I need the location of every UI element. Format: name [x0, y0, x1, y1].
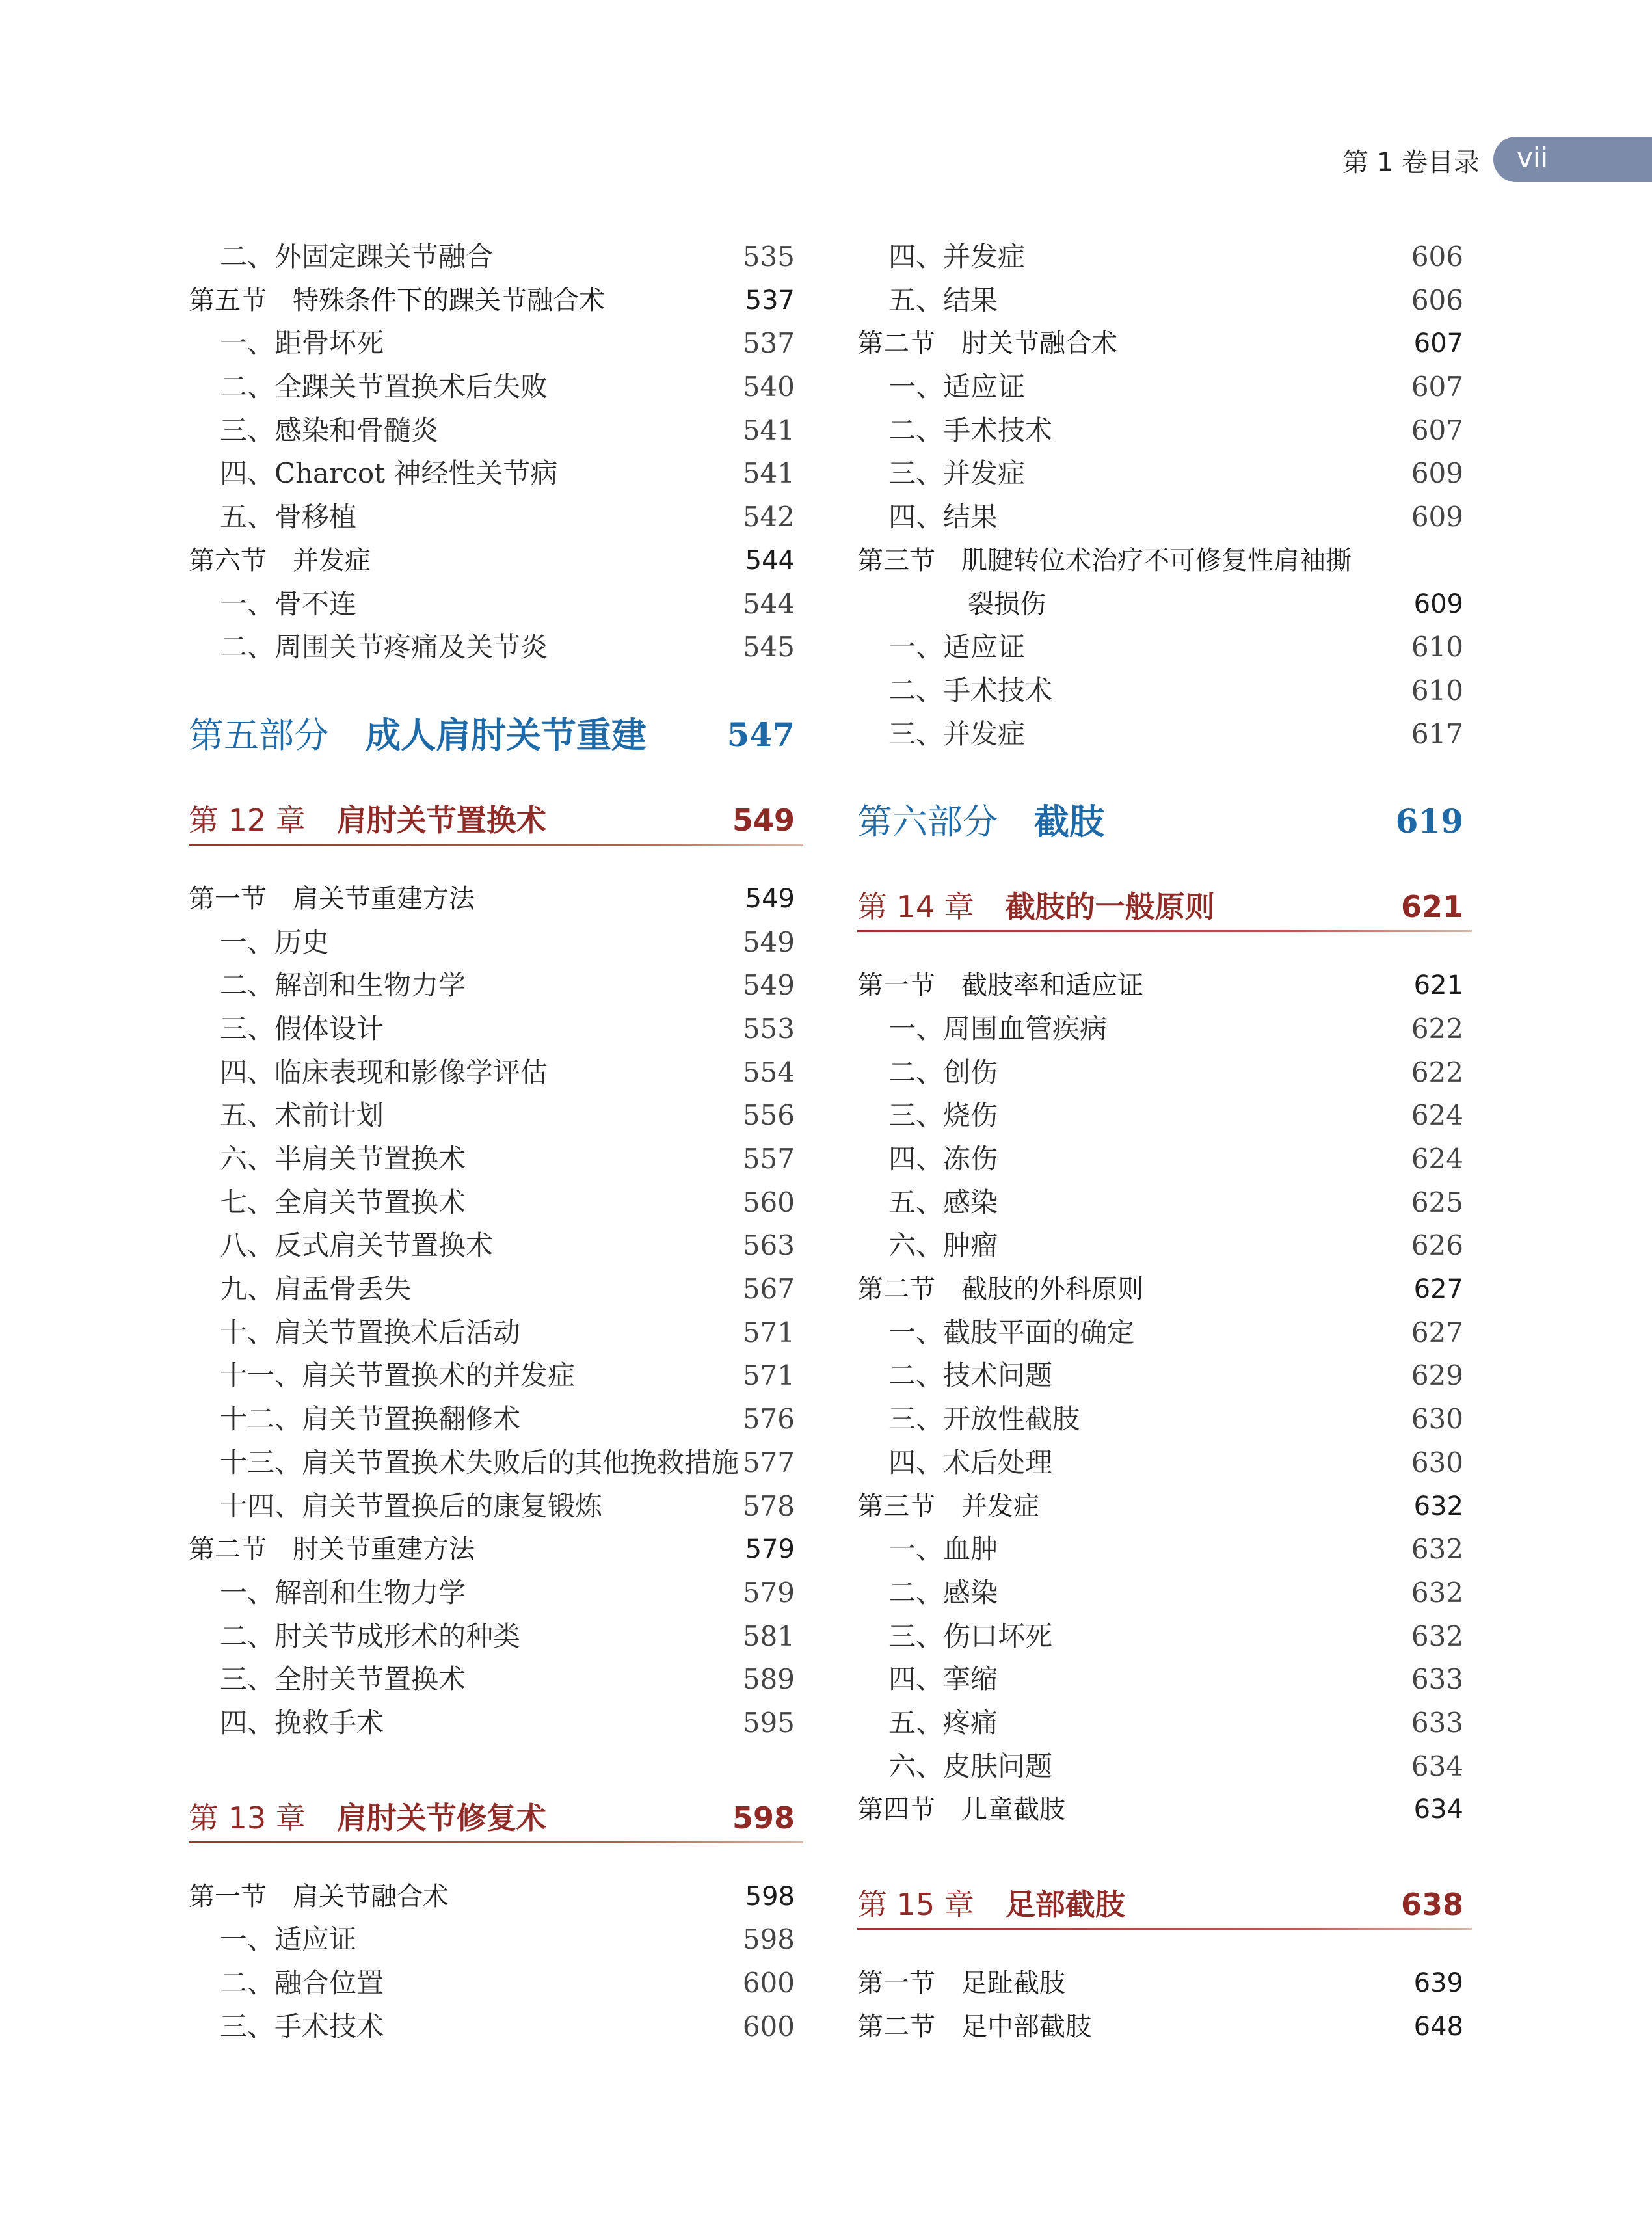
entry-title: 五、疼痛	[888, 1706, 998, 1739]
entry-page: 544	[742, 587, 795, 620]
toc-subentry	[857, 626, 1469, 669]
toc-subentry	[857, 1398, 1469, 1441]
entry-page: 607	[1413, 328, 1463, 359]
toc-subentry	[857, 1615, 1469, 1659]
entry-title: 二、手术技术	[888, 414, 1053, 446]
toc-subentry	[857, 409, 1469, 453]
entry-title: 三、并发症	[888, 457, 1026, 490]
entry-title: 第四节 儿童截肢	[857, 1795, 1065, 1825]
toc-subentry	[189, 1441, 800, 1485]
entry-page: 627	[1411, 1316, 1463, 1348]
chapter-title	[857, 865, 1215, 948]
part-heading	[857, 778, 1469, 865]
toc-subentry	[857, 1528, 1469, 1571]
page-number: vii	[1517, 142, 1549, 174]
entry-title: 六、肿瘤	[888, 1229, 998, 1262]
toc-section-entry	[857, 1962, 1469, 2005]
entry-page: 589	[742, 1663, 795, 1696]
entry-page: 541	[742, 457, 795, 490]
chapter-page: 598	[732, 1800, 795, 1836]
entry-page: 648	[1413, 2011, 1463, 2042]
toc-section-entry	[189, 1528, 800, 1571]
entry-title: 四、术后处理	[888, 1446, 1053, 1478]
chapter-heading	[857, 865, 1469, 964]
chapter-heading	[189, 779, 800, 877]
toc-subentry	[189, 1485, 800, 1529]
entry-title: 二、外固定踝关节融合	[220, 241, 494, 273]
chapter-label: 第 14 章	[857, 889, 974, 925]
entry-page: 606	[1411, 284, 1463, 316]
toc-subentry	[857, 1702, 1469, 1745]
toc-subentry	[189, 1354, 800, 1398]
toc-subentry	[189, 322, 800, 366]
entry-page: 607	[1411, 414, 1463, 446]
toc-subentry	[189, 583, 800, 626]
toc-subentry	[857, 669, 1469, 713]
toc-subentry	[857, 1094, 1469, 1138]
entry-page: 610	[1411, 674, 1463, 706]
toc-subentry	[189, 1658, 800, 1702]
entry-title: 四、挛缩	[888, 1663, 998, 1696]
entry-page: 560	[742, 1186, 795, 1218]
entry-page: 609	[1413, 589, 1463, 619]
entry-page: 624	[1411, 1099, 1463, 1132]
toc-subentry	[189, 1268, 800, 1311]
spacer	[857, 1832, 1469, 1863]
toc-subentry	[857, 235, 1469, 279]
chapter-title	[189, 779, 546, 862]
entry-title: 一、解剖和生物力学	[220, 1576, 466, 1609]
chapter-label: 第 13 章	[189, 1800, 306, 1836]
entry-page: 609	[1411, 501, 1463, 533]
entry-title: 二、肘关节成形术的种类	[220, 1620, 521, 1652]
toc-subentry	[189, 1615, 800, 1659]
entry-page: 632	[1411, 1620, 1463, 1652]
chapter-name: 肩肘关节修复术	[336, 1800, 546, 1836]
entry-page: 541	[742, 414, 795, 446]
entry-page: 567	[742, 1273, 795, 1305]
entry-page: 537	[742, 327, 795, 360]
entry-title: 四、并发症	[888, 241, 1026, 273]
entry-title: 三、手术技术	[220, 2010, 384, 2042]
entry-page: 556	[742, 1099, 795, 1132]
entry-page: 554	[742, 1056, 795, 1088]
entry-title: 四、Charcot 神经性关节病	[220, 457, 558, 490]
entry-page: 632	[1413, 1491, 1463, 1521]
entry-title: 一、周围血管疾病	[888, 1012, 1108, 1045]
entry-title: 十、肩关节置换术后活动	[220, 1316, 521, 1348]
toc-subentry	[189, 1094, 800, 1138]
entry-title: 六、半肩关节置换术	[220, 1143, 466, 1175]
entry-title: 五、结果	[888, 284, 998, 316]
toc-column-right	[857, 235, 1469, 2048]
toc-section-entry	[857, 1788, 1469, 1832]
part-label: 第六部分	[857, 801, 998, 843]
entry-title: 第三节 肌腱转位术治疗不可修复性肩袖撕	[857, 545, 1352, 576]
entry-title: 三、伤口坏死	[888, 1620, 1053, 1652]
entry-page: 607	[1411, 371, 1463, 403]
entry-title: 一、适应证	[888, 371, 1026, 403]
entry-title: 一、适应证	[888, 631, 1026, 663]
entry-page: 622	[1411, 1056, 1463, 1088]
toc-section-entry	[857, 2005, 1469, 2049]
entry-title: 第二节 肘关节融合术	[857, 328, 1117, 359]
entry-page: 627	[1413, 1274, 1463, 1305]
entry-title: 二、周围关节疼痛及关节炎	[220, 631, 548, 663]
entry-title: 四、临床表现和影像学评估	[220, 1056, 548, 1088]
entry-page: 540	[742, 371, 795, 403]
entry-page: 633	[1411, 1706, 1463, 1739]
entry-page: 549	[742, 926, 795, 958]
entry-page: 600	[742, 1967, 795, 1999]
toc-subentry	[857, 1658, 1469, 1702]
entry-page: 626	[1411, 1229, 1463, 1262]
toc-subentry	[857, 1441, 1469, 1485]
entry-title: 五、术前计划	[220, 1099, 384, 1132]
toc-subentry	[189, 2005, 800, 2049]
toc-subentry	[189, 409, 800, 453]
entry-title: 二、创伤	[888, 1056, 998, 1088]
entry-page: 632	[1411, 1533, 1463, 1566]
toc-subentry	[189, 1311, 800, 1355]
entry-title: 裂损伤	[968, 589, 1046, 619]
entry-page: 557	[742, 1143, 795, 1175]
entry-title: 五、感染	[888, 1186, 998, 1218]
chapter-heading	[857, 1863, 1469, 1962]
toc-subentry	[857, 1181, 1469, 1225]
part-page: 619	[1395, 802, 1463, 841]
entry-page: 579	[742, 1576, 795, 1609]
chapter-label: 第 12 章	[189, 802, 306, 838]
part-heading	[189, 691, 800, 779]
entry-title: 十二、肩关节置换翻修术	[220, 1403, 521, 1436]
entry-title: 第二节 足中部截肢	[857, 2011, 1091, 2042]
entry-page: 571	[742, 1359, 795, 1392]
toc-subentry	[857, 1138, 1469, 1181]
chapter-name: 截肢的一般原则	[1005, 889, 1215, 925]
entry-title: 二、技术问题	[888, 1359, 1053, 1392]
entry-title: 二、解剖和生物力学	[220, 969, 466, 1002]
chapter-rule	[189, 1841, 803, 1843]
chapter-name: 肩肘关节置换术	[336, 802, 546, 838]
entry-title: 一、截肢平面的确定	[888, 1316, 1135, 1348]
entry-page: 571	[742, 1316, 795, 1348]
entry-page: 617	[1411, 717, 1463, 750]
toc-subentry	[857, 452, 1469, 496]
toc-section-entry	[857, 1268, 1469, 1311]
chapter-rule	[857, 1928, 1472, 1930]
entry-title: 三、并发症	[888, 717, 1026, 750]
entry-page: 639	[1413, 1968, 1463, 1998]
entry-page: 563	[742, 1229, 795, 1262]
toc-column-left	[189, 235, 800, 2048]
spacer	[189, 1745, 800, 1776]
toc-section-entry	[189, 877, 800, 921]
entry-page: 629	[1411, 1359, 1463, 1392]
entry-page: 630	[1411, 1403, 1463, 1436]
toc-section-entry	[857, 539, 1469, 583]
page-number-tab	[1493, 137, 1652, 182]
entry-title: 七、全肩关节置换术	[220, 1186, 466, 1218]
toc-section-entry	[189, 539, 800, 583]
toc-section-entry	[189, 1875, 800, 1919]
entry-page: 576	[742, 1403, 795, 1436]
entry-title: 一、距骨坏死	[220, 327, 384, 360]
toc-subentry	[189, 1571, 800, 1615]
entry-title: 十一、肩关节置换术的并发症	[220, 1359, 576, 1392]
entry-title: 第二节 肘关节重建方法	[189, 1534, 475, 1565]
toc-subentry	[189, 1008, 800, 1051]
chapter-heading	[189, 1776, 800, 1875]
toc-subentry	[857, 713, 1469, 756]
entry-title: 一、血肿	[888, 1533, 998, 1566]
chapter-label: 第 15 章	[857, 1887, 974, 1922]
entry-page: 577	[742, 1446, 795, 1478]
toc-subentry	[857, 1745, 1469, 1789]
entry-page: 535	[742, 241, 795, 273]
toc-subentry	[189, 1181, 800, 1225]
entry-page: 633	[1411, 1663, 1463, 1696]
part-label: 第五部分	[189, 714, 329, 756]
toc-subentry	[857, 1571, 1469, 1615]
entry-title: 二、感染	[888, 1576, 998, 1609]
toc-subentry	[189, 921, 800, 965]
entry-title: 八、反式肩关节置换术	[220, 1229, 494, 1262]
toc-subentry	[857, 1354, 1469, 1398]
entry-title: 四、冻伤	[888, 1143, 998, 1175]
entry-title: 十四、肩关节置换后的康复锻炼	[220, 1490, 603, 1522]
entry-title: 三、全肘关节置换术	[220, 1663, 466, 1696]
entry-page: 609	[1411, 457, 1463, 490]
entry-page: 634	[1413, 1795, 1463, 1825]
toc-subentry	[857, 1311, 1469, 1355]
toc-subentry	[857, 1224, 1469, 1268]
entry-title: 三、感染和骨髓炎	[220, 414, 439, 446]
entry-page: 630	[1411, 1446, 1463, 1478]
toc-section-entry	[857, 1485, 1469, 1529]
toc-section-entry	[857, 583, 1469, 626]
entry-page: 581	[742, 1620, 795, 1652]
entry-title: 二、融合位置	[220, 1967, 384, 1999]
entry-page: 595	[742, 1706, 795, 1739]
chapter-name: 足部截肢	[1005, 1887, 1125, 1922]
entry-page: 549	[742, 969, 795, 1002]
entry-title: 第一节 肩关节融合术	[189, 1881, 449, 1912]
toc-subentry	[189, 1224, 800, 1268]
part-title	[857, 778, 1104, 866]
toc-subentry	[189, 626, 800, 669]
toc-section-entry	[189, 279, 800, 323]
entry-title: 二、手术技术	[888, 674, 1053, 706]
entry-title: 十三、肩关节置换术失败后的其他挽救措施	[220, 1446, 739, 1478]
entry-title: 第二节 截肢的外科原则	[857, 1274, 1143, 1305]
entry-title: 第六节 并发症	[189, 545, 371, 576]
chapter-page: 621	[1400, 889, 1463, 925]
entry-title: 第一节 足趾截肢	[857, 1968, 1065, 1998]
part-name: 截肢	[1034, 801, 1104, 843]
entry-page: 598	[742, 1923, 795, 1956]
entry-page: 598	[745, 1881, 795, 1912]
toc-subentry	[189, 1962, 800, 2005]
toc-subentry	[857, 279, 1469, 323]
entry-title: 第一节 肩关节重建方法	[189, 883, 475, 914]
entry-page: 544	[745, 545, 795, 576]
toc-subentry	[189, 1138, 800, 1181]
entry-title: 一、历史	[220, 926, 330, 958]
entry-page: 624	[1411, 1143, 1463, 1175]
toc-subentry	[189, 1702, 800, 1745]
entry-title: 四、挽救手术	[220, 1706, 384, 1739]
part-title	[189, 691, 646, 779]
entry-title: 三、烧伤	[888, 1099, 998, 1132]
entry-page: 542	[742, 501, 795, 533]
entry-title: 三、假体设计	[220, 1012, 384, 1045]
toc-subentry	[189, 1398, 800, 1441]
part-page: 547	[726, 715, 795, 754]
chapter-page: 549	[732, 802, 795, 838]
toc-section-entry	[857, 964, 1469, 1008]
entry-page: 549	[745, 883, 795, 914]
toc-subentry	[189, 496, 800, 539]
entry-title: 第一节 截肢率和适应证	[857, 970, 1143, 1001]
entry-title: 二、全踝关节置换术后失败	[220, 371, 548, 403]
entry-title: 一、骨不连	[220, 587, 357, 620]
toc-section-entry	[857, 322, 1469, 366]
entry-title: 五、骨移植	[220, 501, 357, 533]
toc-subentry	[857, 1051, 1469, 1095]
toc-subentry	[189, 235, 800, 279]
entry-page: 610	[1411, 631, 1463, 663]
entry-page: 634	[1411, 1750, 1463, 1782]
entry-title: 六、皮肤问题	[888, 1750, 1053, 1782]
entry-page: 545	[742, 631, 795, 663]
chapter-rule	[857, 930, 1472, 932]
entry-page: 600	[742, 2010, 795, 2042]
chapter-title	[189, 1776, 546, 1860]
entry-title: 第五节 特殊条件下的踝关节融合术	[189, 285, 605, 315]
entry-page: 625	[1411, 1186, 1463, 1218]
chapter-page: 638	[1400, 1887, 1463, 1922]
entry-title: 四、结果	[888, 501, 998, 533]
entry-page: 606	[1411, 241, 1463, 273]
chapter-rule	[189, 844, 803, 846]
toc-subentry	[189, 1051, 800, 1095]
chapter-title	[857, 1863, 1125, 1946]
toc-subentry	[857, 496, 1469, 539]
entry-title: 三、开放性截肢	[888, 1403, 1080, 1436]
entry-title: 一、适应证	[220, 1923, 357, 1956]
toc-subentry	[857, 366, 1469, 409]
entry-page: 578	[742, 1490, 795, 1522]
toc-subentry	[189, 452, 800, 496]
entry-page: 632	[1411, 1576, 1463, 1609]
running-header-label: 第 1 卷目录	[1342, 148, 1480, 178]
toc-subentry	[189, 1918, 800, 1962]
entry-page: 537	[745, 285, 795, 315]
entry-title: 九、肩盂骨丢失	[220, 1273, 412, 1305]
entry-title: 第三节 并发症	[857, 1491, 1039, 1521]
entry-page: 621	[1413, 970, 1463, 1001]
toc-subentry	[189, 366, 800, 409]
toc-subentry	[857, 1008, 1469, 1051]
entry-page: 553	[742, 1012, 795, 1045]
toc-subentry	[189, 964, 800, 1008]
entry-page: 579	[745, 1534, 795, 1565]
part-name: 成人肩肘关节重建	[366, 714, 646, 756]
entry-page: 622	[1411, 1012, 1463, 1045]
